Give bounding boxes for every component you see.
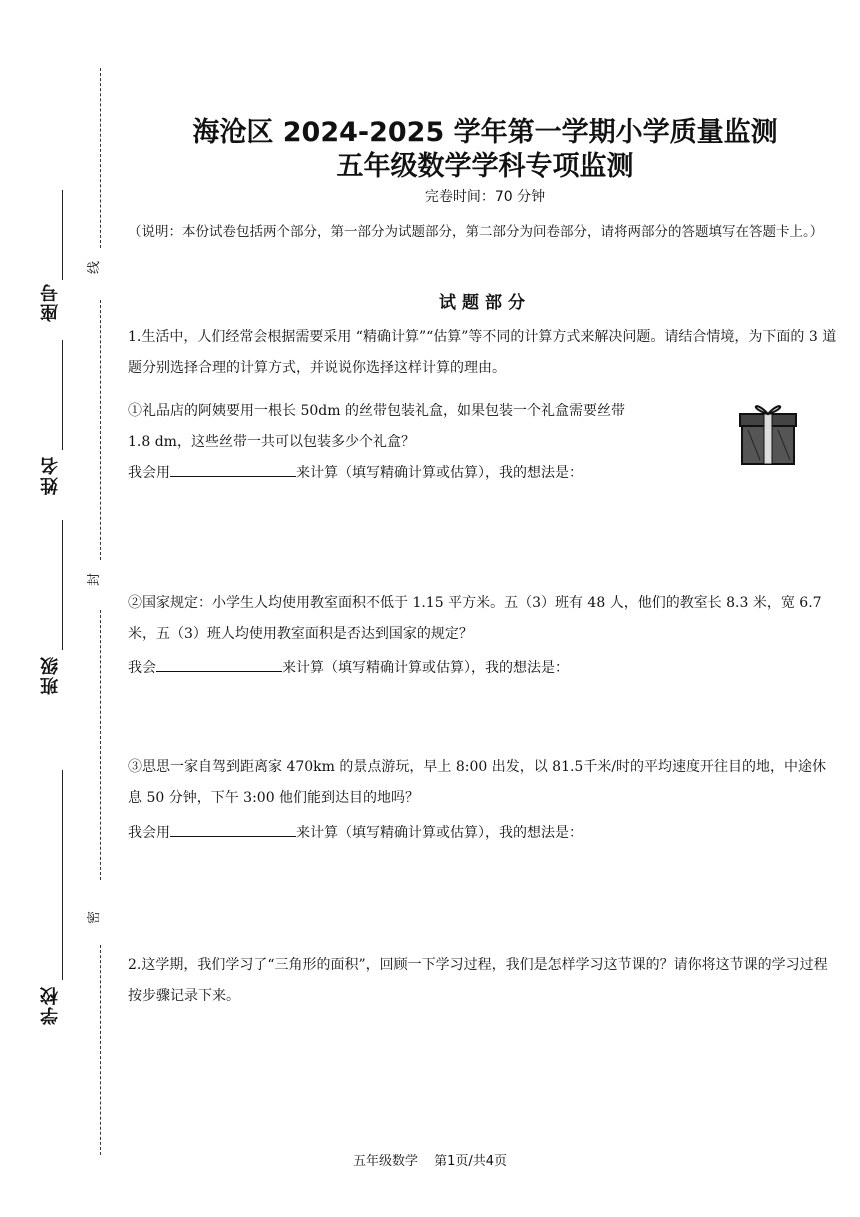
seal-char-line: 线 bbox=[87, 260, 103, 275]
q1-2-answer-suffix: 来计算（填写精确计算或估算），我的想法是： bbox=[282, 660, 569, 676]
seal-char-secret: 密 bbox=[87, 910, 103, 925]
class-label: 班级 bbox=[40, 655, 61, 695]
section-title: 试题部分 bbox=[439, 293, 531, 313]
exam-time: 完卷时间：70 分钟 bbox=[424, 189, 546, 205]
exam-title-line1: 海沧区 2024-2025 学年第一学期小学质量监测 bbox=[192, 117, 778, 148]
q1-3-text: ③思思一家自驾到距离家 470km 的景点游玩，早上 8:00 出发，以 81.5千米/时的平均速度开往目的地，中途休息 50 分钟，下午 3:00 他们能到达目的地吗？ bbox=[128, 759, 827, 806]
q1-1-answer-line bbox=[128, 458, 840, 489]
school-label: 学校 bbox=[40, 985, 61, 1025]
q1-3-answer-suffix: 来计算（填写精确计算或估算），我的想法是： bbox=[296, 825, 583, 841]
q1-1-answer-prefix: 我会用 bbox=[128, 465, 170, 481]
q1-2-answer-line bbox=[128, 653, 840, 684]
q1-3-answer-prefix: 我会用 bbox=[128, 825, 170, 841]
gift-box-image bbox=[738, 400, 798, 466]
q1-1-answer-suffix: 来计算（填写精确计算或估算），我的想法是： bbox=[296, 465, 583, 481]
seat-write-line bbox=[62, 190, 63, 280]
q1-1-answer-blank[interactable] bbox=[170, 462, 296, 477]
exam-notice: （说明：本份试卷包括两个部分，第一部分为试题部分，第二部分为问卷部分，请将两部分的答题填写在答题卡上。） bbox=[128, 224, 824, 240]
binding-dashed-line-mid1 bbox=[100, 300, 101, 560]
q1-2-answer-blank[interactable] bbox=[156, 657, 282, 672]
q1-1-line2: 1.8 dm，这些丝带一共可以包装多少个礼盒？ bbox=[128, 434, 415, 450]
seat-label: 座号 bbox=[40, 282, 61, 322]
footer-page-number: 第1页/共4页 bbox=[434, 1154, 508, 1169]
seal-char-seal: 封 bbox=[87, 572, 103, 587]
school-write-line bbox=[62, 770, 63, 980]
q1-2-answer-prefix: 我会 bbox=[128, 660, 156, 676]
name-label: 姓名 bbox=[40, 455, 61, 495]
q1-3-answer-line bbox=[128, 818, 840, 849]
q1-intro: 1.生活中，人们经常会根据需要采用 “精确计算”“估算”等不同的计算方式来解决问题。请结合情境，为下面的 3 道题分别选择合理的计算方式，并说说你选择这样计算的理由。 bbox=[128, 329, 837, 376]
q1-3-answer-blank[interactable] bbox=[170, 822, 296, 837]
binding-dashed-line-mid2 bbox=[100, 610, 101, 880]
q2-text: 2.这学期，我们学习了“三角形的面积”，回顾一下学习过程，我们是怎样学习这节课的？请你将这节课的学习过程按步骤记录下来。 bbox=[128, 957, 828, 1004]
binding-dashed-line-top bbox=[100, 68, 101, 248]
q1-1-line1: ①礼品店的阿姨要用一根长 50dm 的丝带包装礼盒，如果包装一个礼盒需要丝带 bbox=[128, 403, 625, 419]
footer-subject: 五年级数学 bbox=[352, 1154, 418, 1169]
name-write-line bbox=[62, 340, 63, 450]
binding-dashed-line-bottom bbox=[100, 945, 101, 1155]
q1-2-text: ②国家规定：小学生人均使用教室面积不低于 1.15 平方米。五（3）班有 48 人，他们的教室长 8.3 米，宽 6.7 米，五（3）班人均使用教室面积是否达到国家的规定？ bbox=[128, 595, 822, 642]
exam-title-line2: 五年级数学学科专项监测 bbox=[336, 151, 634, 182]
class-write-line bbox=[62, 520, 63, 650]
page-footer bbox=[0, 1150, 860, 1169]
